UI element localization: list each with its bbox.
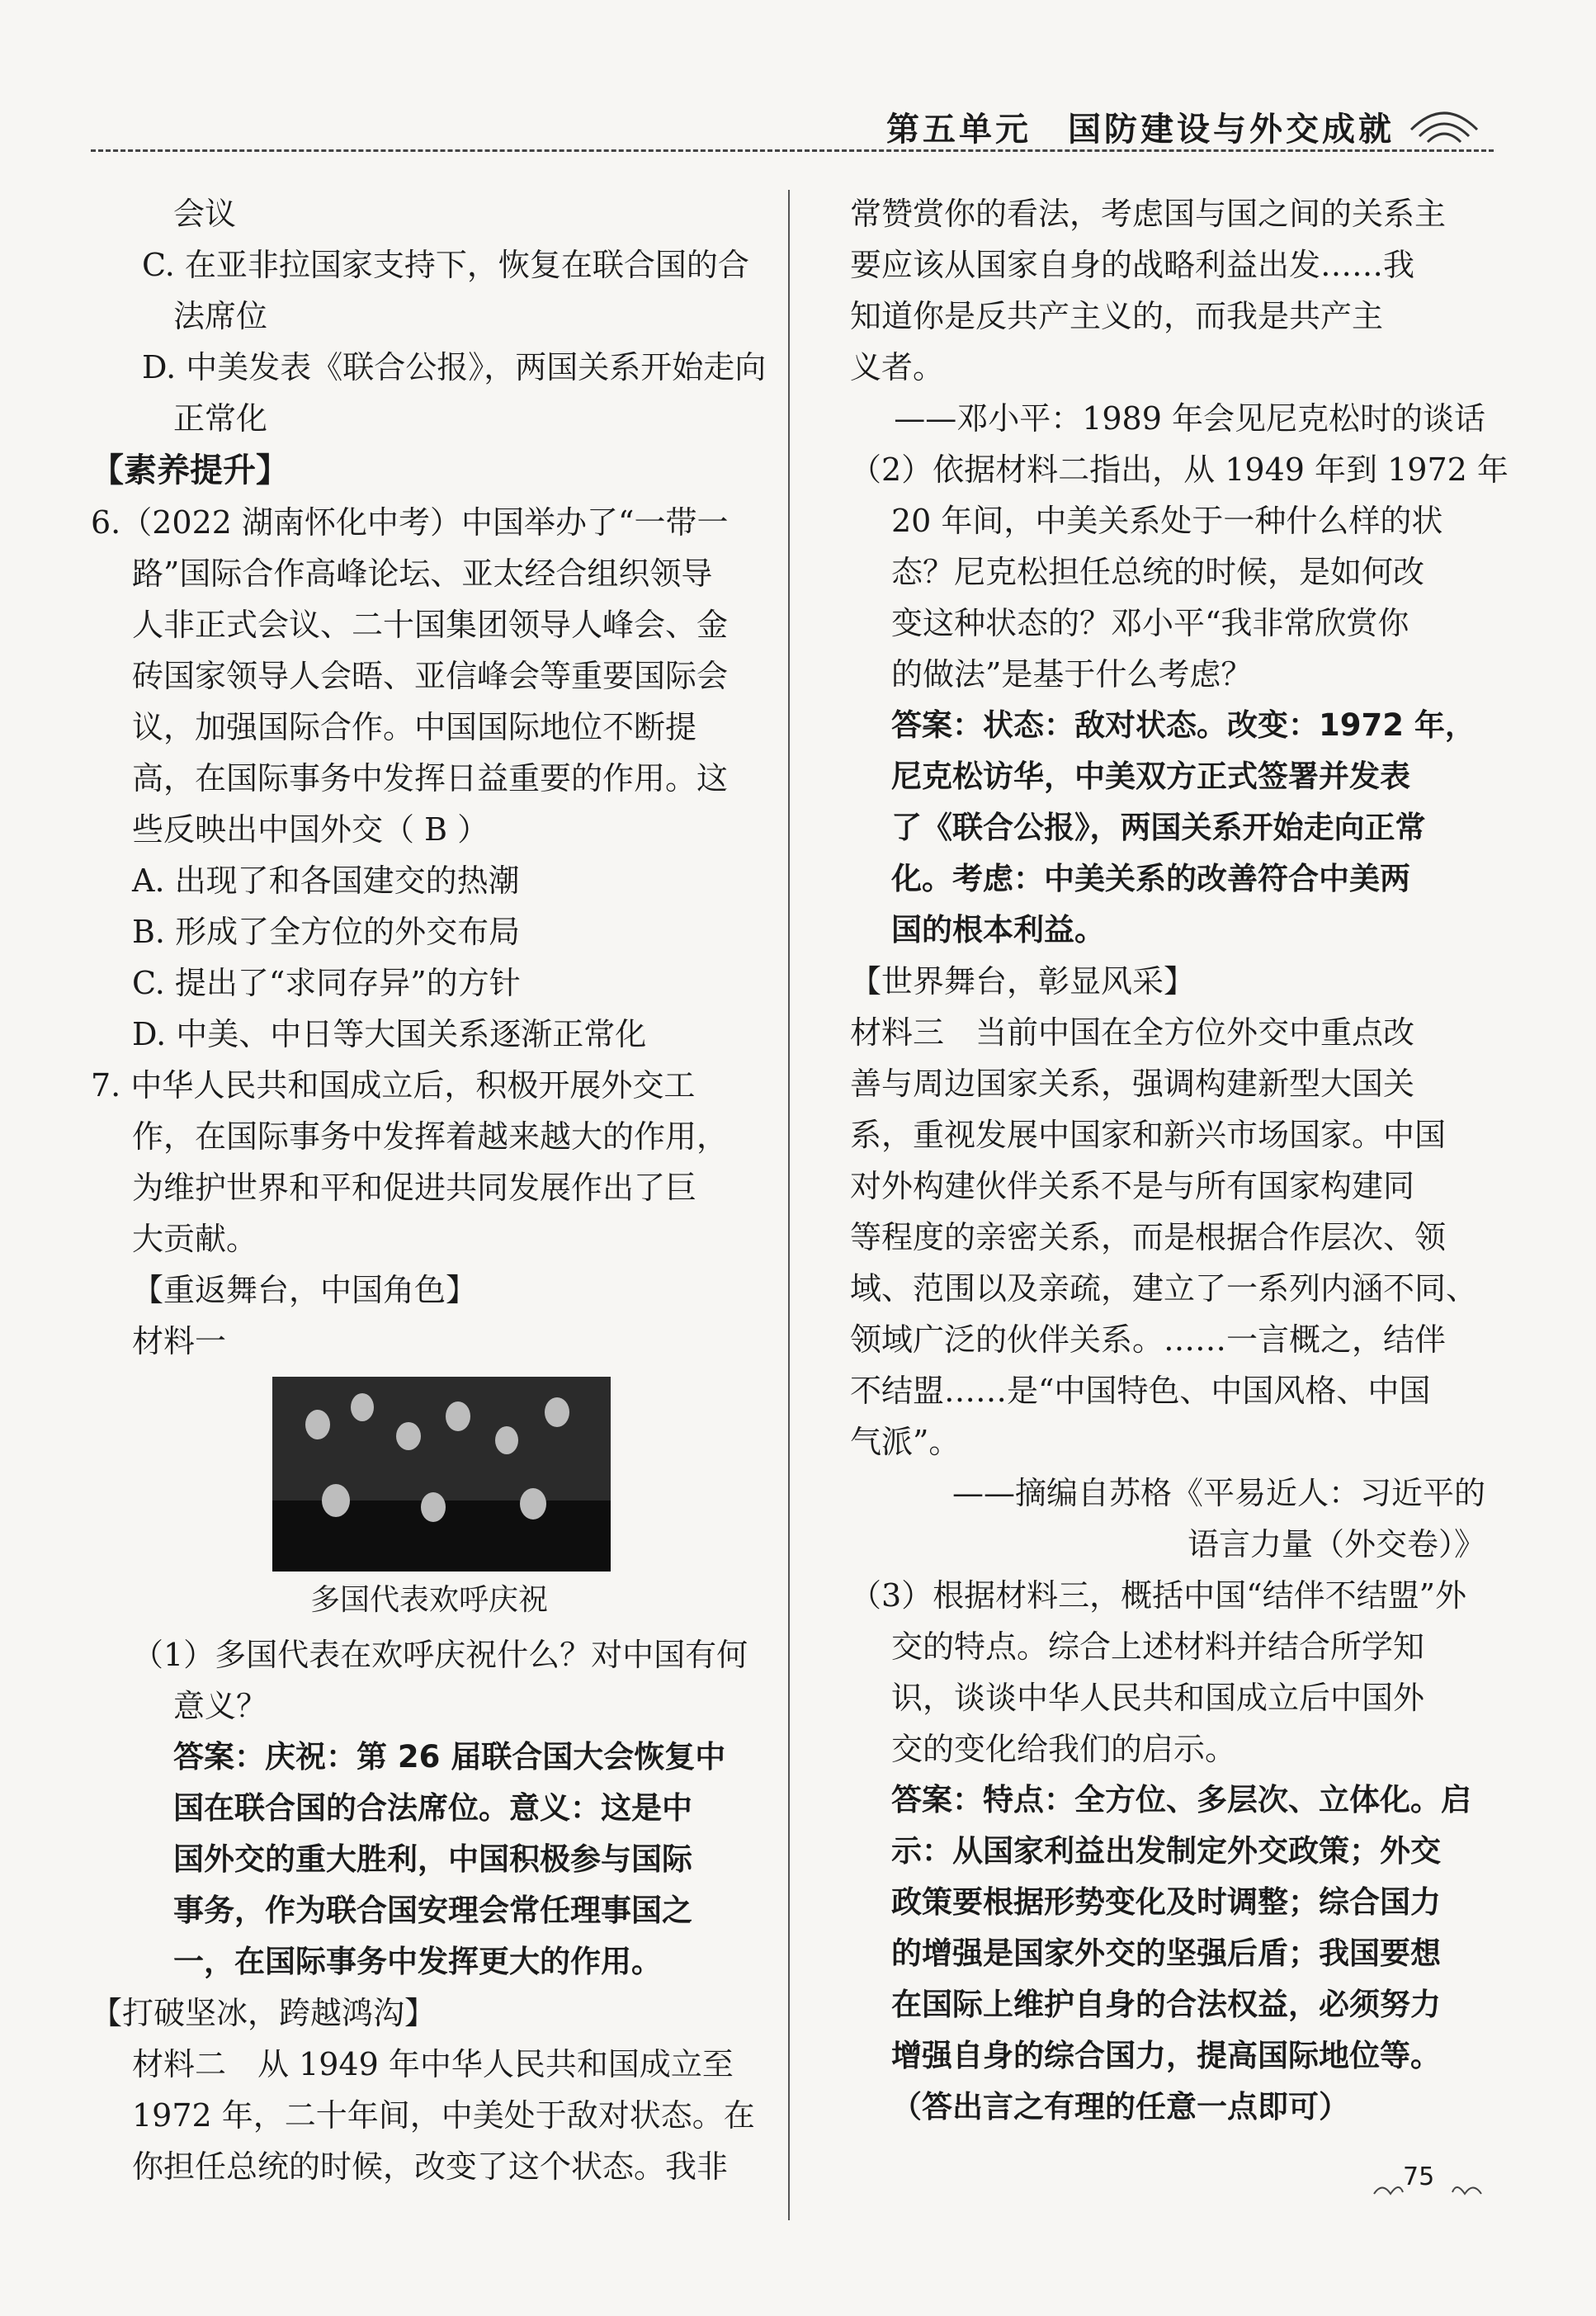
text-line: 7. 中华人民共和国成立后，积极开展外交工 — [91, 1067, 696, 1104]
text-line: 尼克松访华，中美双方正式签署并发表 — [891, 759, 1410, 794]
text-line: 要应该从国家自身的战略利益出发……我 — [850, 247, 1415, 283]
text-line: 化。考虑：中美关系的改善符合中美两 — [891, 861, 1410, 896]
text-line: 事务，作为联合国安理会常任理事国之 — [173, 1893, 692, 1928]
text-line: ——摘编自苏格《平易近人：习近平的 — [951, 1475, 1485, 1511]
right-text-block — [850, 188, 1509, 2133]
text-line: 国的根本利益。 — [891, 912, 1105, 948]
text-line: 路”国际合作高峰论坛、亚太经合组织领导 — [132, 555, 713, 592]
text-line: 法席位 — [173, 298, 268, 334]
text-line: D. 中美、中日等大国关系逐渐正常化 — [132, 1016, 647, 1052]
text-line: 高，在国际事务中发挥日益重要的作用。这 — [132, 760, 729, 796]
text-line: 的做法”是基于什么考虑？ — [891, 656, 1253, 692]
text-line: 大贡献。 — [132, 1221, 258, 1257]
text-line: 了《联合公报》，两国关系开始走向正常 — [891, 810, 1426, 845]
text-line: 议，加强国际合作。中国国际地位不断提 — [132, 709, 697, 745]
text-line: 正常化 — [173, 400, 268, 437]
text-line: 材料三 当前中国在全方位外交中重点改 — [850, 1014, 1415, 1051]
text-line: 你担任总统的时候，改变了这个状态。我非 — [132, 2148, 729, 2185]
text-line: 会议 — [173, 196, 237, 232]
text-line: C. 提出了“求同存异”的方针 — [132, 965, 521, 1001]
text-line: ——邓小平：1989 年会见尼克松时的谈话 — [894, 400, 1485, 437]
text-line: 意义？ — [173, 1688, 268, 1724]
text-line: 砖国家领导人会晤、亚信峰会等重要国际会 — [132, 658, 729, 694]
text-line: 作，在国际事务中发挥着越来越大的作用， — [132, 1118, 729, 1155]
text-line: 知道你是反共产主义的，而我是共产主 — [850, 298, 1384, 334]
text-line: 答案：庆祝：第 26 届联合国大会恢复中 — [173, 1739, 726, 1775]
text-line: （3）根据材料三，概括中国“结伴不结盟”外 — [850, 1577, 1467, 1614]
page-header — [91, 103, 1494, 153]
text-line: 【打破坚冰，跨越鸿沟】 — [91, 1995, 437, 2031]
text-line: 交的变化给我们的启示。 — [891, 1731, 1237, 1767]
text-line: 材料二 从 1949 年中华人民共和国成立至 — [132, 2046, 734, 2082]
text-line: 【重返舞台，中国角色】 — [132, 1272, 478, 1308]
left-text-block-2 — [91, 1629, 767, 2192]
text-line: 材料一 — [132, 1323, 227, 1359]
text-line: 的增强是国家外交的坚强后盾；我国要想 — [891, 1936, 1441, 1971]
text-line: 在国际上维护自身的合法权益，必须努力 — [891, 1987, 1441, 2022]
text-line: 示：从国家利益出发制定外交政策；外交 — [891, 1833, 1441, 1869]
text-line: A. 出现了和各国建交的热潮 — [132, 863, 520, 899]
text-line: C. 在亚非拉国家支持下，恢复在联合国的合 — [142, 247, 749, 283]
text-line: 不结盟……是“中国特色、中国风格、中国 — [850, 1373, 1431, 1409]
header-dashed-rule — [91, 149, 1494, 152]
text-line: 为维护世界和平和促进共同发展作出了巨 — [132, 1170, 697, 1206]
text-line: 等程度的亲密关系，而是根据合作层次、领 — [850, 1219, 1447, 1255]
text-line: 政策要根据形势变化及时调整；综合国力 — [891, 1884, 1441, 1920]
text-line: 域、范围以及亲疏，建立了一系列内涵不同、 — [850, 1270, 1478, 1307]
text-line: 1972 年，二十年间，中美处于敌对状态。在 — [132, 2097, 755, 2134]
text-line: 增强自身的综合国力，提高国际地位等。 — [891, 2038, 1441, 2073]
text-line: 【素养提升】 — [91, 451, 289, 489]
text-line: 国在联合国的合法席位。意义：这是中 — [173, 1790, 692, 1826]
text-line: 气派”。 — [850, 1424, 961, 1460]
left-column — [91, 188, 767, 2192]
ornament-icon — [1403, 97, 1485, 146]
photo-caption: 多国代表欢呼庆祝 — [309, 1583, 548, 1617]
text-line: 【世界舞台，彰显风采】 — [850, 963, 1196, 1000]
delegates-photo — [272, 1377, 611, 1572]
text-line: 些反映出中国外交（ B ） — [132, 811, 489, 848]
left-text-block — [91, 188, 767, 1367]
text-line: 交的特点。综合上述材料并结合所学知 — [891, 1628, 1425, 1665]
text-line: 国外交的重大胜利，中国积极参与国际 — [173, 1841, 692, 1877]
text-line: B. 形成了全方位的外交布局 — [132, 914, 521, 950]
unit-title: 第五单元 国防建设与外交成就 — [886, 111, 1395, 149]
text-line: 义者。 — [850, 349, 945, 385]
text-line: 人非正式会议、二十国集团领导人峰会、金 — [132, 607, 729, 643]
text-line: 一，在国际事务中发挥更大的作用。 — [173, 1944, 662, 1979]
text-line: （2）依据材料二指出，从 1949 年到 1972 年 — [850, 451, 1509, 488]
text-line: （答出言之有理的任意一点即可） — [891, 2089, 1349, 2125]
page-number: 75 — [1403, 2162, 1435, 2191]
text-line: 6.（2022 湖南怀化中考）中国举办了“一带一 — [91, 504, 729, 541]
text-line: 对外构建伙伴关系不是与所有国家构建同 — [850, 1168, 1415, 1204]
text-line: 识，谈谈中华人民共和国成立后中国外 — [891, 1680, 1425, 1716]
text-line: （1）多国代表在欢呼庆祝什么？对中国有何 — [132, 1637, 748, 1673]
text-line: 领域广泛的伙伴关系。……一言概之，结伴 — [850, 1321, 1447, 1358]
text-line: 语言力量（外交卷）》 — [1187, 1526, 1485, 1562]
text-line: 答案：状态：敌对状态。改变：1972 年， — [891, 707, 1476, 743]
text-line: D. 中美发表《联合公报》，两国关系开始走向 — [142, 349, 767, 385]
text-line: 20 年间，中美关系处于一种什么样的状 — [891, 503, 1443, 539]
text-line: 变这种状态的？邓小平“我非常欣赏你 — [891, 605, 1409, 641]
text-line: 答案：特点：全方位、多层次、立体化。启 — [891, 1782, 1471, 1817]
right-column — [850, 188, 1509, 2133]
text-line: 善与周边国家关系，强调构建新型大国关 — [850, 1066, 1415, 1102]
text-line: 系，重视发展中国家和新兴市场国家。中国 — [850, 1117, 1447, 1153]
text-line: 态？尼克松担任总统的时候，是如何改 — [891, 554, 1425, 590]
column-separator — [788, 190, 790, 2220]
text-line: 常赞赏你的看法，考虑国与国之间的关系主 — [850, 196, 1447, 232]
